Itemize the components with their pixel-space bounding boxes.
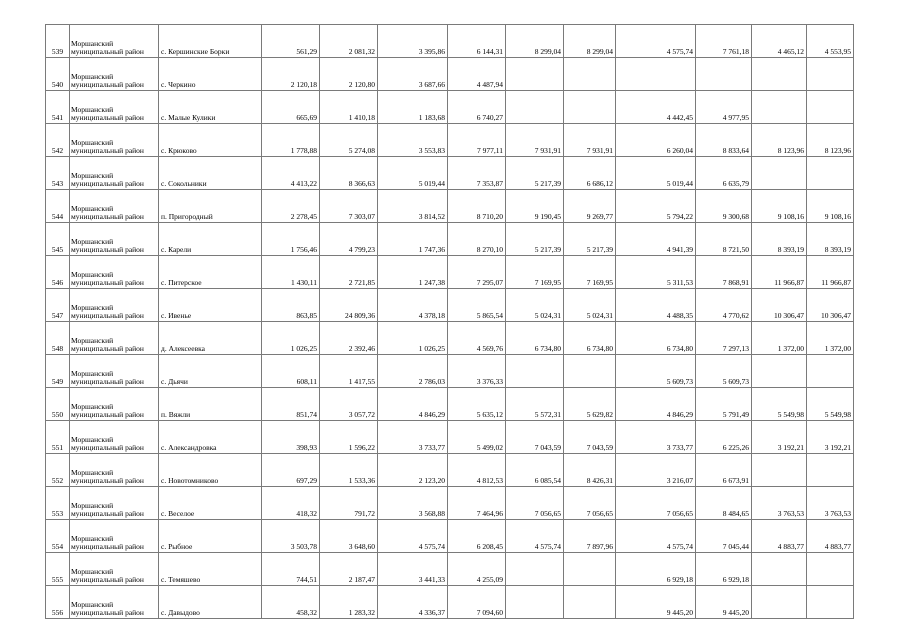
- value-cell: 4 883,77: [807, 520, 854, 553]
- value-cell: 7 897,96: [564, 520, 616, 553]
- value-cell: [752, 586, 807, 619]
- value-cell: 6 635,79: [696, 157, 752, 190]
- value-cell: 8 123,96: [752, 124, 807, 157]
- value-cell: 4 846,29: [616, 388, 696, 421]
- row-number: 549: [46, 355, 70, 388]
- district-cell: Моршанский муниципальный район: [70, 58, 159, 91]
- value-cell: 11 966,87: [807, 256, 854, 289]
- value-cell: 10 306,47: [752, 289, 807, 322]
- value-cell: 2 187,47: [320, 553, 378, 586]
- value-cell: 7 464,96: [448, 487, 506, 520]
- value-cell: 4 255,09: [448, 553, 506, 586]
- district-cell: Моршанский муниципальный район: [70, 91, 159, 124]
- value-cell: 8 484,65: [696, 487, 752, 520]
- district-cell: Моршанский муниципальный район: [70, 355, 159, 388]
- value-cell: 9 269,77: [564, 190, 616, 223]
- table-row: [46, 58, 854, 91]
- settlement-cell: п. Пригородный: [159, 190, 262, 223]
- district-cell: Моршанский муниципальный район: [70, 487, 159, 520]
- settlement-cell: с. Черкино: [159, 58, 262, 91]
- value-cell: [696, 58, 752, 91]
- row-number: 548: [46, 322, 70, 355]
- value-cell: [506, 355, 564, 388]
- value-cell: 8 833,64: [696, 124, 752, 157]
- value-cell: 8 710,20: [448, 190, 506, 223]
- value-cell: 11 966,87: [752, 256, 807, 289]
- value-cell: 7 761,18: [696, 25, 752, 58]
- district-cell: Моршанский муниципальный район: [70, 520, 159, 553]
- row-number: 555: [46, 553, 70, 586]
- value-cell: [807, 58, 854, 91]
- value-cell: 1 596,22: [320, 421, 378, 454]
- value-cell: 5 609,73: [616, 355, 696, 388]
- value-cell: 3 733,77: [378, 421, 448, 454]
- value-cell: 3 441,33: [378, 553, 448, 586]
- value-cell: [807, 157, 854, 190]
- value-cell: 6 734,80: [506, 322, 564, 355]
- value-cell: 7 094,60: [448, 586, 506, 619]
- value-cell: 4 575,74: [616, 25, 696, 58]
- value-cell: 8 366,63: [320, 157, 378, 190]
- value-cell: 3 192,21: [807, 421, 854, 454]
- settlement-cell: с. Сокольники: [159, 157, 262, 190]
- value-cell: [752, 355, 807, 388]
- value-cell: 6 734,80: [564, 322, 616, 355]
- value-cell: 4 941,39: [616, 223, 696, 256]
- value-cell: 5 217,39: [564, 223, 616, 256]
- value-cell: 3 763,53: [807, 487, 854, 520]
- district-cell: Моршанский муниципальный район: [70, 586, 159, 619]
- value-cell: [564, 58, 616, 91]
- value-cell: 7 056,65: [564, 487, 616, 520]
- settlement-cell: п. Вяжли: [159, 388, 262, 421]
- value-cell: 5 019,44: [378, 157, 448, 190]
- value-cell: 744,51: [262, 553, 320, 586]
- table-row: [46, 355, 854, 388]
- table-row: [46, 91, 854, 124]
- value-cell: 7 303,07: [320, 190, 378, 223]
- value-cell: 24 809,36: [320, 289, 378, 322]
- value-cell: 9 445,20: [616, 586, 696, 619]
- district-cell: Моршанский муниципальный район: [70, 454, 159, 487]
- row-number: 539: [46, 25, 70, 58]
- value-cell: 4 846,29: [378, 388, 448, 421]
- value-cell: 7 056,65: [616, 487, 696, 520]
- value-cell: 791,72: [320, 487, 378, 520]
- value-cell: 9 190,45: [506, 190, 564, 223]
- value-cell: 2 120,80: [320, 58, 378, 91]
- value-cell: 7 295,07: [448, 256, 506, 289]
- value-cell: 1 372,00: [807, 322, 854, 355]
- value-cell: [506, 58, 564, 91]
- settlement-cell: с. Темяшево: [159, 553, 262, 586]
- value-cell: 4 378,18: [378, 289, 448, 322]
- value-cell: 6 740,27: [448, 91, 506, 124]
- value-cell: 7 043,59: [564, 421, 616, 454]
- row-number: 552: [46, 454, 70, 487]
- value-cell: 9 300,68: [696, 190, 752, 223]
- table-row: [46, 124, 854, 157]
- value-cell: 7 169,95: [506, 256, 564, 289]
- row-number: 544: [46, 190, 70, 223]
- value-cell: 3 216,07: [616, 454, 696, 487]
- row-number: 543: [46, 157, 70, 190]
- value-cell: 9 108,16: [807, 190, 854, 223]
- value-cell: 7 868,91: [696, 256, 752, 289]
- value-cell: 6 929,18: [696, 553, 752, 586]
- value-cell: 7 931,91: [506, 124, 564, 157]
- table-row: [46, 553, 854, 586]
- value-cell: 5 791,49: [696, 388, 752, 421]
- value-cell: 2 786,03: [378, 355, 448, 388]
- value-cell: 3 814,52: [378, 190, 448, 223]
- value-cell: 1 283,32: [320, 586, 378, 619]
- value-cell: [752, 553, 807, 586]
- value-cell: 5 549,98: [807, 388, 854, 421]
- value-cell: 8 393,19: [752, 223, 807, 256]
- value-cell: 7 045,44: [696, 520, 752, 553]
- value-cell: 1 778,88: [262, 124, 320, 157]
- value-cell: 3 057,72: [320, 388, 378, 421]
- value-cell: 4 799,23: [320, 223, 378, 256]
- value-cell: 7 931,91: [564, 124, 616, 157]
- value-cell: 851,74: [262, 388, 320, 421]
- value-cell: 6 929,18: [616, 553, 696, 586]
- value-cell: 5 865,54: [448, 289, 506, 322]
- value-cell: 4 575,74: [378, 520, 448, 553]
- value-cell: 5 024,31: [564, 289, 616, 322]
- value-cell: [564, 553, 616, 586]
- district-cell: Моршанский муниципальный район: [70, 256, 159, 289]
- value-cell: 5 019,44: [616, 157, 696, 190]
- value-cell: 5 609,73: [696, 355, 752, 388]
- value-cell: 4 575,74: [506, 520, 564, 553]
- value-cell: 6 225,26: [696, 421, 752, 454]
- value-cell: 9 445,20: [696, 586, 752, 619]
- value-cell: [807, 91, 854, 124]
- value-cell: 2 278,45: [262, 190, 320, 223]
- value-cell: 6 260,04: [616, 124, 696, 157]
- value-cell: 2 721,85: [320, 256, 378, 289]
- value-cell: 7 353,87: [448, 157, 506, 190]
- row-number: 546: [46, 256, 70, 289]
- settlement-cell: с. Новотомниково: [159, 454, 262, 487]
- value-cell: 1 410,18: [320, 91, 378, 124]
- tariff-table: [45, 24, 854, 619]
- value-cell: 5 217,39: [506, 157, 564, 190]
- district-cell: Моршанский муниципальный район: [70, 322, 159, 355]
- value-cell: 7 056,65: [506, 487, 564, 520]
- value-cell: 6 686,12: [564, 157, 616, 190]
- value-cell: 8 426,31: [564, 454, 616, 487]
- value-cell: 3 376,33: [448, 355, 506, 388]
- value-cell: 5 549,98: [752, 388, 807, 421]
- value-cell: 4 442,45: [616, 91, 696, 124]
- value-cell: 2 123,20: [378, 454, 448, 487]
- value-cell: 4 487,94: [448, 58, 506, 91]
- table-row: [46, 289, 854, 322]
- settlement-cell: с. Кершинские Борки: [159, 25, 262, 58]
- row-number: 545: [46, 223, 70, 256]
- value-cell: 4 977,95: [696, 91, 752, 124]
- row-number: 550: [46, 388, 70, 421]
- settlement-cell: с. Карели: [159, 223, 262, 256]
- value-cell: 1 026,25: [378, 322, 448, 355]
- value-cell: 7 169,95: [564, 256, 616, 289]
- row-number: 540: [46, 58, 70, 91]
- value-cell: [752, 157, 807, 190]
- value-cell: 6 144,31: [448, 25, 506, 58]
- value-cell: 8 299,04: [506, 25, 564, 58]
- value-cell: 1 533,36: [320, 454, 378, 487]
- value-cell: 2 120,18: [262, 58, 320, 91]
- value-cell: 4 770,62: [696, 289, 752, 322]
- settlement-cell: с. Давыдово: [159, 586, 262, 619]
- value-cell: 3 553,83: [378, 124, 448, 157]
- value-cell: 3 192,21: [752, 421, 807, 454]
- settlement-cell: с. Дьячи: [159, 355, 262, 388]
- settlement-cell: с. Александровка: [159, 421, 262, 454]
- value-cell: 6 734,80: [616, 322, 696, 355]
- value-cell: 5 635,12: [448, 388, 506, 421]
- value-cell: [807, 355, 854, 388]
- value-cell: 3 395,86: [378, 25, 448, 58]
- value-cell: [564, 586, 616, 619]
- settlement-cell: с. Веселое: [159, 487, 262, 520]
- value-cell: [752, 454, 807, 487]
- value-cell: 2 392,46: [320, 322, 378, 355]
- value-cell: 4 413,22: [262, 157, 320, 190]
- value-cell: 665,69: [262, 91, 320, 124]
- settlement-cell: с. Крюково: [159, 124, 262, 157]
- value-cell: 6 208,45: [448, 520, 506, 553]
- district-cell: Моршанский муниципальный район: [70, 421, 159, 454]
- value-cell: 9 108,16: [752, 190, 807, 223]
- value-cell: 8 123,96: [807, 124, 854, 157]
- row-number: 542: [46, 124, 70, 157]
- value-cell: 5 217,39: [506, 223, 564, 256]
- value-cell: 5 629,82: [564, 388, 616, 421]
- table-body: [46, 25, 854, 619]
- settlement-cell: с. Питерское: [159, 256, 262, 289]
- table-row: [46, 157, 854, 190]
- value-cell: 8 393,19: [807, 223, 854, 256]
- value-cell: 398,93: [262, 421, 320, 454]
- value-cell: [807, 454, 854, 487]
- table-row: [46, 586, 854, 619]
- table-row: [46, 256, 854, 289]
- value-cell: 3 763,53: [752, 487, 807, 520]
- value-cell: 4 336,37: [378, 586, 448, 619]
- value-cell: 608,11: [262, 355, 320, 388]
- district-cell: Моршанский муниципальный район: [70, 157, 159, 190]
- value-cell: [616, 58, 696, 91]
- settlement-cell: с. Рыбное: [159, 520, 262, 553]
- value-cell: 7 977,11: [448, 124, 506, 157]
- row-number: 553: [46, 487, 70, 520]
- value-cell: 4 553,95: [807, 25, 854, 58]
- value-cell: [752, 91, 807, 124]
- table-row: [46, 421, 854, 454]
- table-row: [46, 487, 854, 520]
- value-cell: [506, 553, 564, 586]
- value-cell: 1 417,55: [320, 355, 378, 388]
- value-cell: [564, 91, 616, 124]
- value-cell: 5 499,02: [448, 421, 506, 454]
- table-row: [46, 25, 854, 58]
- value-cell: 5 311,53: [616, 256, 696, 289]
- value-cell: 4 575,74: [616, 520, 696, 553]
- district-cell: Моршанский муниципальный район: [70, 289, 159, 322]
- value-cell: 3 733,77: [616, 421, 696, 454]
- value-cell: [506, 586, 564, 619]
- value-cell: 4 488,35: [616, 289, 696, 322]
- value-cell: 697,29: [262, 454, 320, 487]
- table-row: [46, 520, 854, 553]
- district-cell: Моршанский муниципальный район: [70, 223, 159, 256]
- value-cell: 1 756,46: [262, 223, 320, 256]
- settlement-cell: с. Ивенье: [159, 289, 262, 322]
- value-cell: 561,29: [262, 25, 320, 58]
- table-row: [46, 223, 854, 256]
- value-cell: 10 306,47: [807, 289, 854, 322]
- value-cell: 863,85: [262, 289, 320, 322]
- settlement-cell: д. Алексеевка: [159, 322, 262, 355]
- value-cell: 1 026,25: [262, 322, 320, 355]
- value-cell: [807, 586, 854, 619]
- value-cell: 8 270,10: [448, 223, 506, 256]
- value-cell: 5 024,31: [506, 289, 564, 322]
- settlement-cell: с. Малые Кулики: [159, 91, 262, 124]
- district-cell: Моршанский муниципальный район: [70, 124, 159, 157]
- value-cell: 4 883,77: [752, 520, 807, 553]
- table-row: [46, 454, 854, 487]
- value-cell: 3 568,88: [378, 487, 448, 520]
- value-cell: 6 085,54: [506, 454, 564, 487]
- value-cell: 7 043,59: [506, 421, 564, 454]
- row-number: 541: [46, 91, 70, 124]
- value-cell: 1 372,00: [752, 322, 807, 355]
- value-cell: 1 247,38: [378, 256, 448, 289]
- value-cell: 6 673,91: [696, 454, 752, 487]
- value-cell: 3 687,66: [378, 58, 448, 91]
- value-cell: [807, 553, 854, 586]
- value-cell: 1 430,11: [262, 256, 320, 289]
- table-row: [46, 190, 854, 223]
- value-cell: 8 721,50: [696, 223, 752, 256]
- value-cell: [506, 91, 564, 124]
- row-number: 551: [46, 421, 70, 454]
- value-cell: 5 274,08: [320, 124, 378, 157]
- value-cell: 3 503,78: [262, 520, 320, 553]
- district-cell: Моршанский муниципальный район: [70, 190, 159, 223]
- value-cell: 1 747,36: [378, 223, 448, 256]
- district-cell: Моршанский муниципальный район: [70, 25, 159, 58]
- value-cell: 3 648,60: [320, 520, 378, 553]
- value-cell: 4 569,76: [448, 322, 506, 355]
- value-cell: 1 183,68: [378, 91, 448, 124]
- table-row: [46, 388, 854, 421]
- value-cell: 5 572,31: [506, 388, 564, 421]
- value-cell: 2 081,32: [320, 25, 378, 58]
- value-cell: 5 794,22: [616, 190, 696, 223]
- value-cell: [752, 58, 807, 91]
- value-cell: 458,32: [262, 586, 320, 619]
- row-number: 547: [46, 289, 70, 322]
- value-cell: 4 812,53: [448, 454, 506, 487]
- value-cell: 8 299,04: [564, 25, 616, 58]
- district-cell: Моршанский муниципальный район: [70, 553, 159, 586]
- row-number: 554: [46, 520, 70, 553]
- value-cell: 4 465,12: [752, 25, 807, 58]
- table-row: [46, 322, 854, 355]
- row-number: 556: [46, 586, 70, 619]
- district-cell: Моршанский муниципальный район: [70, 388, 159, 421]
- value-cell: [564, 355, 616, 388]
- value-cell: 418,32: [262, 487, 320, 520]
- value-cell: 7 297,13: [696, 322, 752, 355]
